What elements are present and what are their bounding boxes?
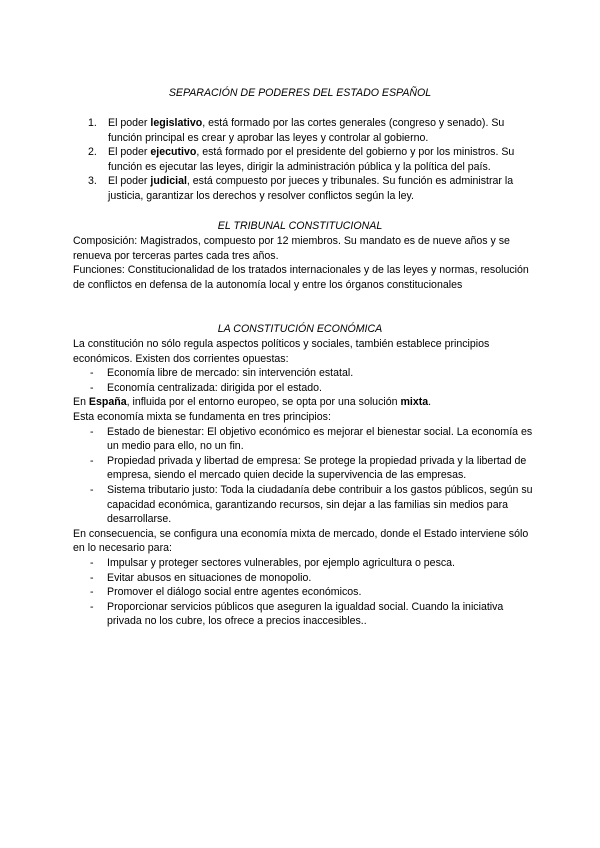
power-item-judicial: 3. El poder judicial, está compuesto por jueces y tribunales. Su función es administrar la justicia, garantizar los derechos y resolver conflictos según la ley. — [88, 175, 514, 202]
section-title-tribunal: EL TRIBUNAL CONSTITUCIONAL — [217, 220, 383, 232]
list-item: - Impulsar y proteger sectores vulnerables, por ejemplo agricultura o pesca. — [90, 556, 456, 569]
power-item-legislativo: 1. El poder legislativo, está formado por las cortes generales (congreso y senado). Su función principal es crear y aprobar las leyes y controlar al gobierno. — [88, 117, 505, 144]
powers-list — [88, 116, 528, 204]
list-item: - Promover el diálogo social entre agentes económicos. — [90, 586, 362, 599]
ce-intro: La constitución no sólo regula aspectos políticos y sociales, también establece principios económicos. Existen dos corrientes opuestas: — [73, 338, 490, 365]
list-item: - Economía libre de mercado: sin intervención estatal. — [90, 367, 354, 380]
bold-term: judicial — [150, 175, 187, 188]
list-item: - Propiedad privada y libertad de empresa: Se protege la propiedad privada y la libertad de empresa, siendo el mercado quien decide la supervivencia de las empresas. — [90, 454, 527, 482]
economica-section — [73, 337, 533, 629]
list-number: 3. — [88, 175, 97, 188]
ce-consecuencia: En consecuencia, se configura una economía mixta de mercado, donde el Estado interviene sólo en lo necesario para: — [73, 527, 529, 555]
tribunal-section — [73, 234, 533, 292]
tc-funciones: Funciones: Constitucionalidad de los tratados internacionales y de las leyes y normas, resolución de conflictos en defensa de la autonomía local y entre los órganos constitucionales — [73, 264, 529, 291]
list-number: 2. — [88, 146, 97, 159]
list-number: 1. — [88, 117, 97, 129]
list-item: - Estado de bienestar: El objetivo económico es mejorar el bienestar social. La economía es un medio para ello, no un fin. — [90, 425, 533, 453]
bold-term: ejecutivo — [150, 146, 197, 159]
list-item: - Evitar abusos en situaciones de monopolio. — [90, 571, 312, 584]
ce-principios-intro: Esta economía mixta se fundamenta en tres principios: — [73, 410, 331, 423]
tc-composicion: Composición: Magistrados, compuesto por 12 miembros. Su mandato es de nueve años y se renueva por terceras partes cada tres años. — [73, 235, 510, 262]
list-item: - Economía centralizada: dirigida por el estado. — [90, 381, 322, 394]
section-title-constitucion-economica: LA CONSTITUCIÓN ECONÓMICA — [217, 323, 383, 335]
bold-term: legislativo — [150, 117, 203, 129]
power-item-ejecutivo: 2. El poder ejecutivo, está formado por el presidente del gobierno y por los ministros. Su función es ejecutar las leyes, dirigir la administración pública y la política del país. — [88, 146, 515, 173]
list-item: - Proporcionar servicios públicos que aseguren la igualdad social. Cuando la iniciativa privada no los cubre, los ofrece a precios inaccesibles.. — [90, 600, 504, 628]
section-title-separacion: SEPARACIÓN DE PODERES DEL ESTADO ESPAÑOL — [168, 87, 432, 99]
ce-espana: En España, influida por el entorno europeo, se opta por una solución mixta. — [73, 396, 432, 409]
list-item: - Sistema tributario justo: Toda la ciudadanía debe contribuir a los gastos públicos, según su capacidad económica, garantizando recursos, sin dejar a las familias sin medios para desarrollarse. — [90, 483, 533, 526]
